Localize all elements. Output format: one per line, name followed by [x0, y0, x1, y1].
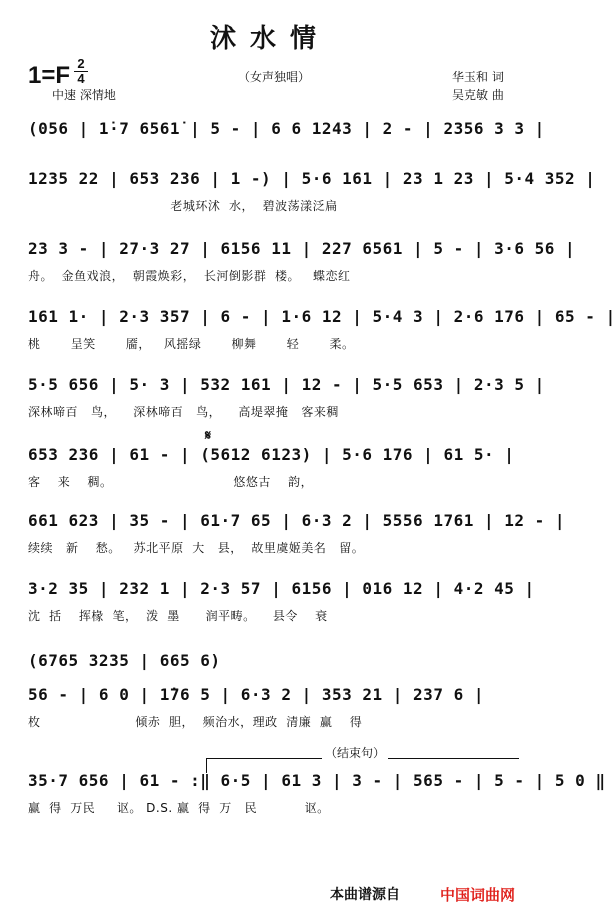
key-signature: 1=F — [28, 62, 71, 89]
ending-label: （结束句） — [322, 744, 388, 761]
notation-line: 661 623 | 35 - | 61·7 65 | 6·3 2 | 5556 1761 | 12 - | — [28, 511, 566, 530]
notation-line: 35·7 656 | 61 - :‖ 6·5 | 61 3 | 3 - | 565 - | 5 - | 5 0 ‖ — [28, 771, 606, 790]
notation-line: (6765 3235 | 665 6) — [28, 651, 221, 670]
notation-line: 3·2 35 | 232 1 | 2·3 57 | 6156 | 016 12 | 4·2 45 | — [28, 579, 535, 598]
notation-line: 161 1· | 2·3 357 | 6 - | 1·6 12 | 5·4 3 | 2·6 176 | 65 - | — [28, 307, 616, 326]
meter-top: 2 — [77, 56, 85, 71]
lyric-line: 客 来 稠。 悠悠古 韵， — [28, 475, 314, 489]
score-system-5 — [0, 374, 545, 454]
time-signature — [72, 58, 90, 85]
segno-sign: 𝄋 — [205, 428, 212, 444]
notation-line: 5·5 656 | 5· 3 | 532 161 | 12 - | 5·5 653 | 2·3 5 | — [28, 375, 545, 394]
notation-line: 23 3 - | 27·3 27 | 6156 11 | 227 6561 | 5 - | 3·6 56 | — [28, 239, 576, 258]
site-name: 中国词曲网 — [440, 886, 516, 904]
notation-line: 653 236 | 61 - | (5612 6123) | 5·6 176 | 61 5· | — [28, 445, 515, 464]
score-title: 沭水情 — [209, 24, 330, 54]
lyricist-credit: 华玉和 词 — [452, 70, 504, 84]
lyric-line: 枚 倾赤 胆， 频治水，理政 清廉 赢 得 — [28, 715, 363, 729]
tempo-marking: 中速 深情地 — [52, 88, 116, 102]
composer-credit: 吴克敏 曲 — [452, 88, 504, 102]
lyric-line: 续续 新 愁。 苏北平原 大 县， 故里虞姬美名 留。 — [28, 541, 365, 555]
performance-type: （女声独唱） — [238, 70, 311, 84]
score-system-2 — [0, 168, 596, 248]
lyric-line: 沈 括 挥椽 笔， 泼 墨 润平畴。 县令 衰 — [28, 609, 328, 623]
lyric-line: 深林啼百 鸟， 深林啼百 鸟， 高堤翠掩 客来稠 — [28, 405, 339, 419]
score-system-9 — [0, 650, 540, 680]
score-system-10 — [0, 684, 540, 764]
meter-bottom: 4 — [77, 71, 85, 86]
score-system-8 — [0, 578, 540, 658]
notation-line: 1235 22 | 653 236 | 1 -) | 5·6 161 | 23 1 23 | 5·4 352 | — [28, 169, 596, 188]
lyric-line: 赢 得 万民 讴。 D.S. 赢 得 万 民 讴。 — [28, 801, 330, 815]
lyric-line: 老城环沭 水， 碧波荡漾泛扁 — [28, 199, 338, 213]
notation-line: 56 - | 6 0 | 1̇76 5 | 6·3 2 | 353 21 | 237 6 | — [28, 685, 484, 704]
notation-line: (056 | 1̇·7 6561̇ | 5 - | 6 6 1243 | 2 - | 2356 3 3 | — [28, 119, 545, 138]
score-system-11 — [0, 770, 606, 850]
source-note: 本曲谱源自 — [330, 887, 400, 903]
lyric-line: 桃 呈笑 靥， 风摇绿 柳舞 轻 柔。 — [28, 337, 355, 351]
lyric-line: 舟。 金鱼戏浪， 朝霞焕彩， 长河倒影群 楼。 蝶恋红 — [28, 269, 351, 283]
